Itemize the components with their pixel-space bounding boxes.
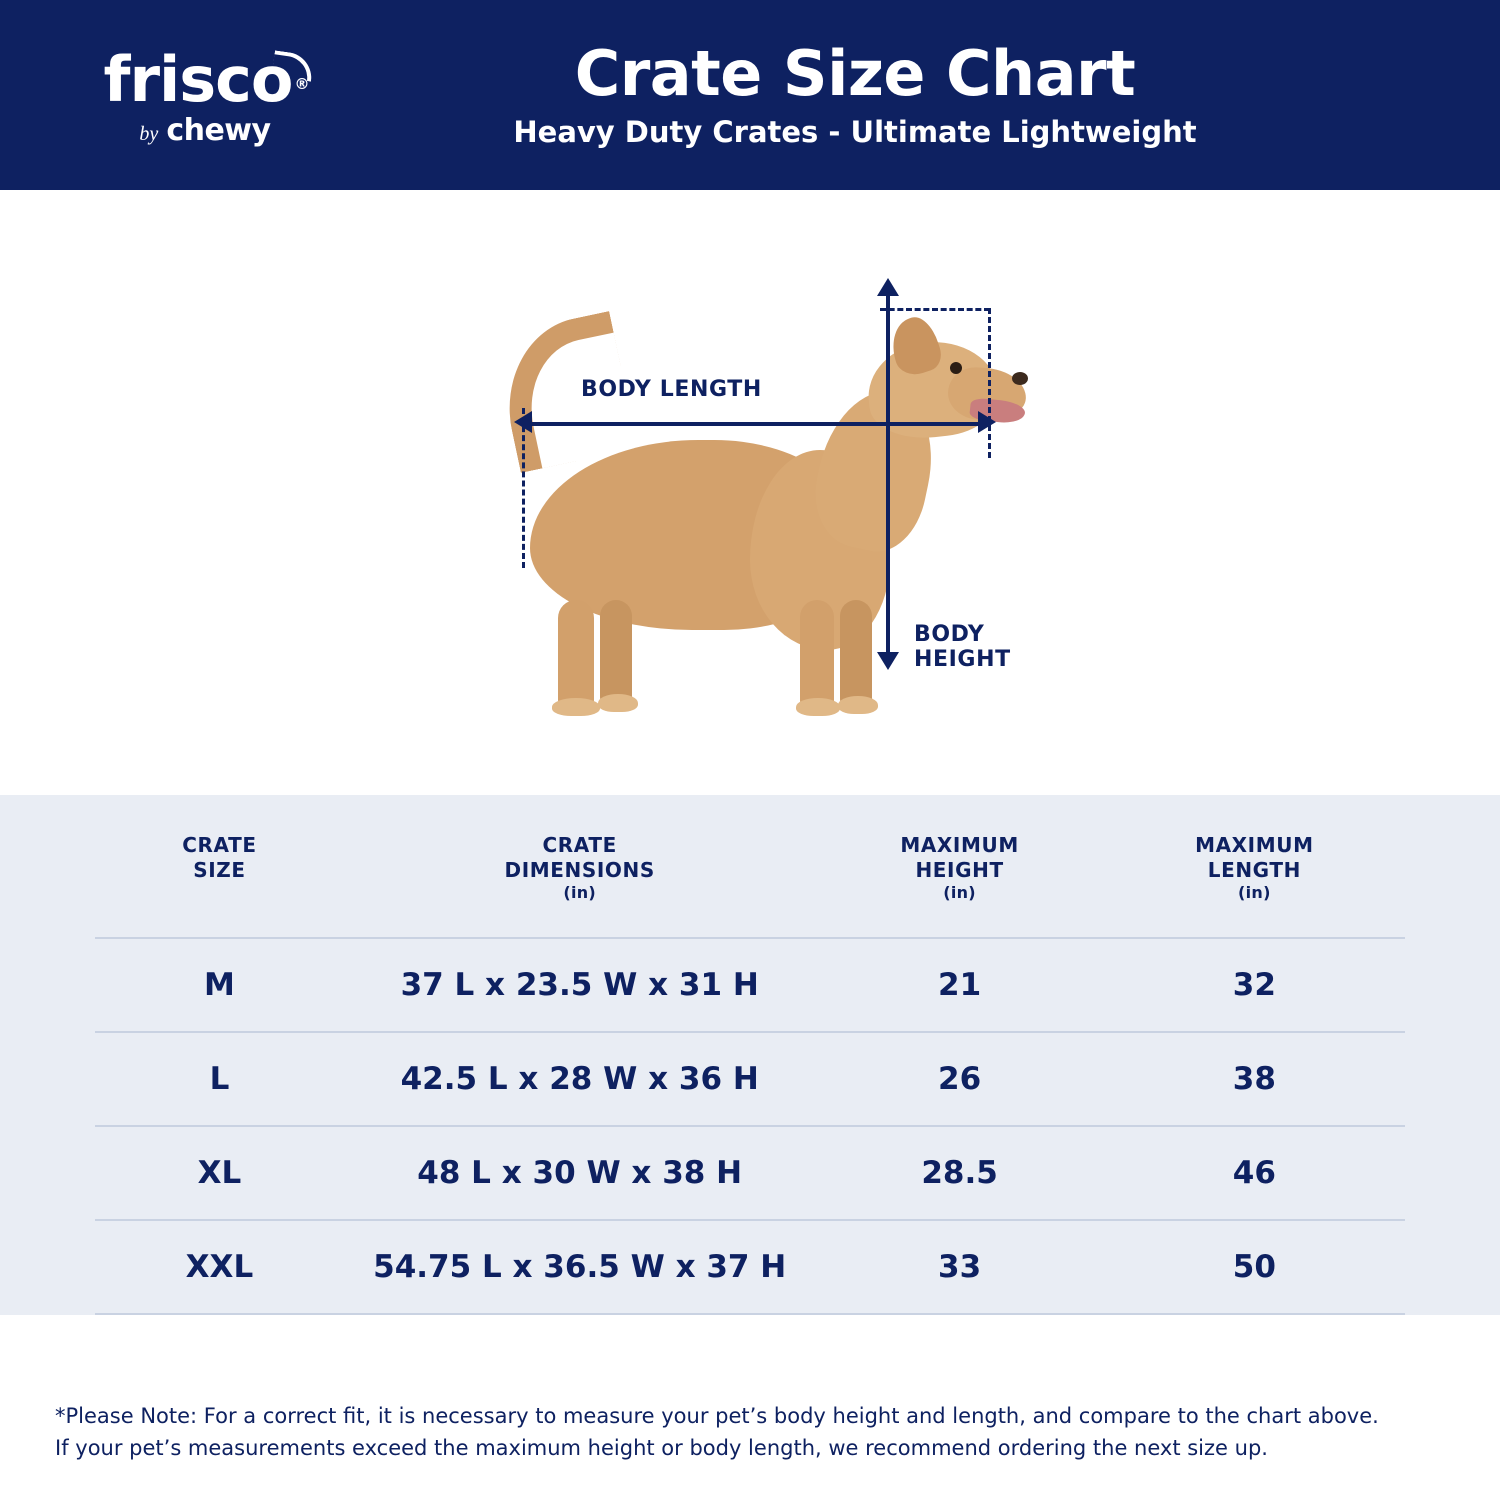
cell-size: M (95, 938, 344, 1032)
header-crate-size-line2: SIZE (193, 858, 246, 882)
dog-paw-1 (796, 698, 840, 716)
header-maximum-height (815, 833, 1103, 938)
header-crate-size-line1: CRATE (182, 833, 257, 857)
dog-paw-2 (838, 696, 878, 714)
brand-by-text: by (139, 122, 159, 145)
dog-paw-4 (598, 694, 638, 712)
body-height-label-line1: BODY (914, 622, 985, 647)
header-maximum-height-unit: (in) (943, 883, 976, 902)
cell-max-length: 50 (1104, 1220, 1405, 1314)
header-crate-size (95, 833, 344, 938)
header-crate-dimensions (344, 833, 816, 938)
crate-size-table (95, 833, 1405, 1315)
dog-leg-front-right (840, 600, 872, 708)
diagram-canvas (440, 280, 1060, 710)
cell-dimensions: 37 L x 23.5 W x 31 H (344, 938, 816, 1032)
nose-guide-top (880, 308, 990, 311)
brand-logo-sub (139, 113, 270, 148)
body-length-arrow-right (978, 411, 996, 433)
page-subtitle: Heavy Duty Crates - Ultimate Lightweight (513, 114, 1197, 149)
measurement-diagram (0, 190, 1500, 795)
swoosh-icon (271, 50, 314, 81)
table-head (95, 833, 1405, 938)
brand-logo (40, 43, 370, 148)
header-maximum-length-line1: MAXIMUM (1195, 833, 1314, 857)
cell-max-length: 46 (1104, 1126, 1405, 1220)
header-maximum-length (1104, 833, 1405, 938)
body-height-line (886, 296, 890, 656)
page-header (0, 0, 1500, 190)
cell-size: XL (95, 1126, 344, 1220)
table-header-row (95, 833, 1405, 938)
header-maximum-length-unit: (in) (1237, 883, 1271, 902)
cell-max-height: 28.5 (815, 1126, 1103, 1220)
header-crate-dimensions-line2: DIMENSIONS (504, 858, 655, 882)
footnote-line-1: *Please Note: For a correct fit, it is necessary to measure your pet’s body height and length, and compare to the chart above. (55, 1404, 1379, 1428)
dog-leg-front-left (800, 600, 834, 710)
footnote-line-2: If your pet’s measurements exceed the maximum height or body length, we recommend ordering the next size up. (55, 1435, 1268, 1460)
table-row (95, 1220, 1405, 1314)
cell-max-length: 38 (1104, 1032, 1405, 1126)
cell-size: L (95, 1032, 344, 1126)
header-crate-dimensions-line1: CRATE (542, 833, 617, 857)
nose-guide-line (988, 308, 991, 458)
table-row (95, 938, 1405, 1032)
header-maximum-length-line2: LENGTH (1207, 858, 1301, 882)
body-height-label (908, 620, 1017, 675)
cell-dimensions: 42.5 L x 28 W x 36 H (344, 1032, 816, 1126)
cell-max-height: 26 (815, 1032, 1103, 1126)
header-maximum-height-line2: HEIGHT (915, 858, 1004, 882)
cell-dimensions: 54.75 L x 36.5 W x 37 H (344, 1220, 816, 1314)
body-height-arrow-down (877, 652, 899, 670)
cell-max-length: 32 (1104, 938, 1405, 1032)
body-height-arrow-up (877, 278, 899, 296)
body-length-line (532, 422, 982, 426)
table-row (95, 1126, 1405, 1220)
brand-name-text: frisco (103, 42, 293, 116)
body-length-arrow-left (514, 411, 532, 433)
header-text-block (370, 37, 1460, 149)
dog-paw-3 (552, 698, 600, 716)
header-crate-dimensions-unit: (in) (563, 883, 597, 902)
registered-mark: ® (294, 74, 309, 93)
dog-leg-back-right (600, 600, 632, 706)
brand-parent-text: chewy (166, 112, 271, 148)
cell-max-height: 33 (815, 1220, 1103, 1314)
table-body (95, 938, 1405, 1314)
cell-size: XXL (95, 1220, 344, 1314)
dog-leg-back-left (558, 600, 594, 710)
size-table-container (0, 795, 1500, 1315)
dog-nose (1012, 372, 1028, 385)
brand-logo-frisco (103, 42, 309, 116)
dog-eye (950, 362, 962, 374)
page-title: Crate Size Chart (574, 37, 1136, 111)
cell-max-height: 21 (815, 938, 1103, 1032)
header-maximum-height-line1: MAXIMUM (900, 833, 1019, 857)
body-height-label-line2: HEIGHT (914, 647, 1011, 673)
body-length-label: BODY LENGTH (575, 375, 768, 404)
cell-dimensions: 48 L x 30 W x 38 H (344, 1126, 816, 1220)
footnote (55, 1401, 1450, 1464)
table-row (95, 1032, 1405, 1126)
